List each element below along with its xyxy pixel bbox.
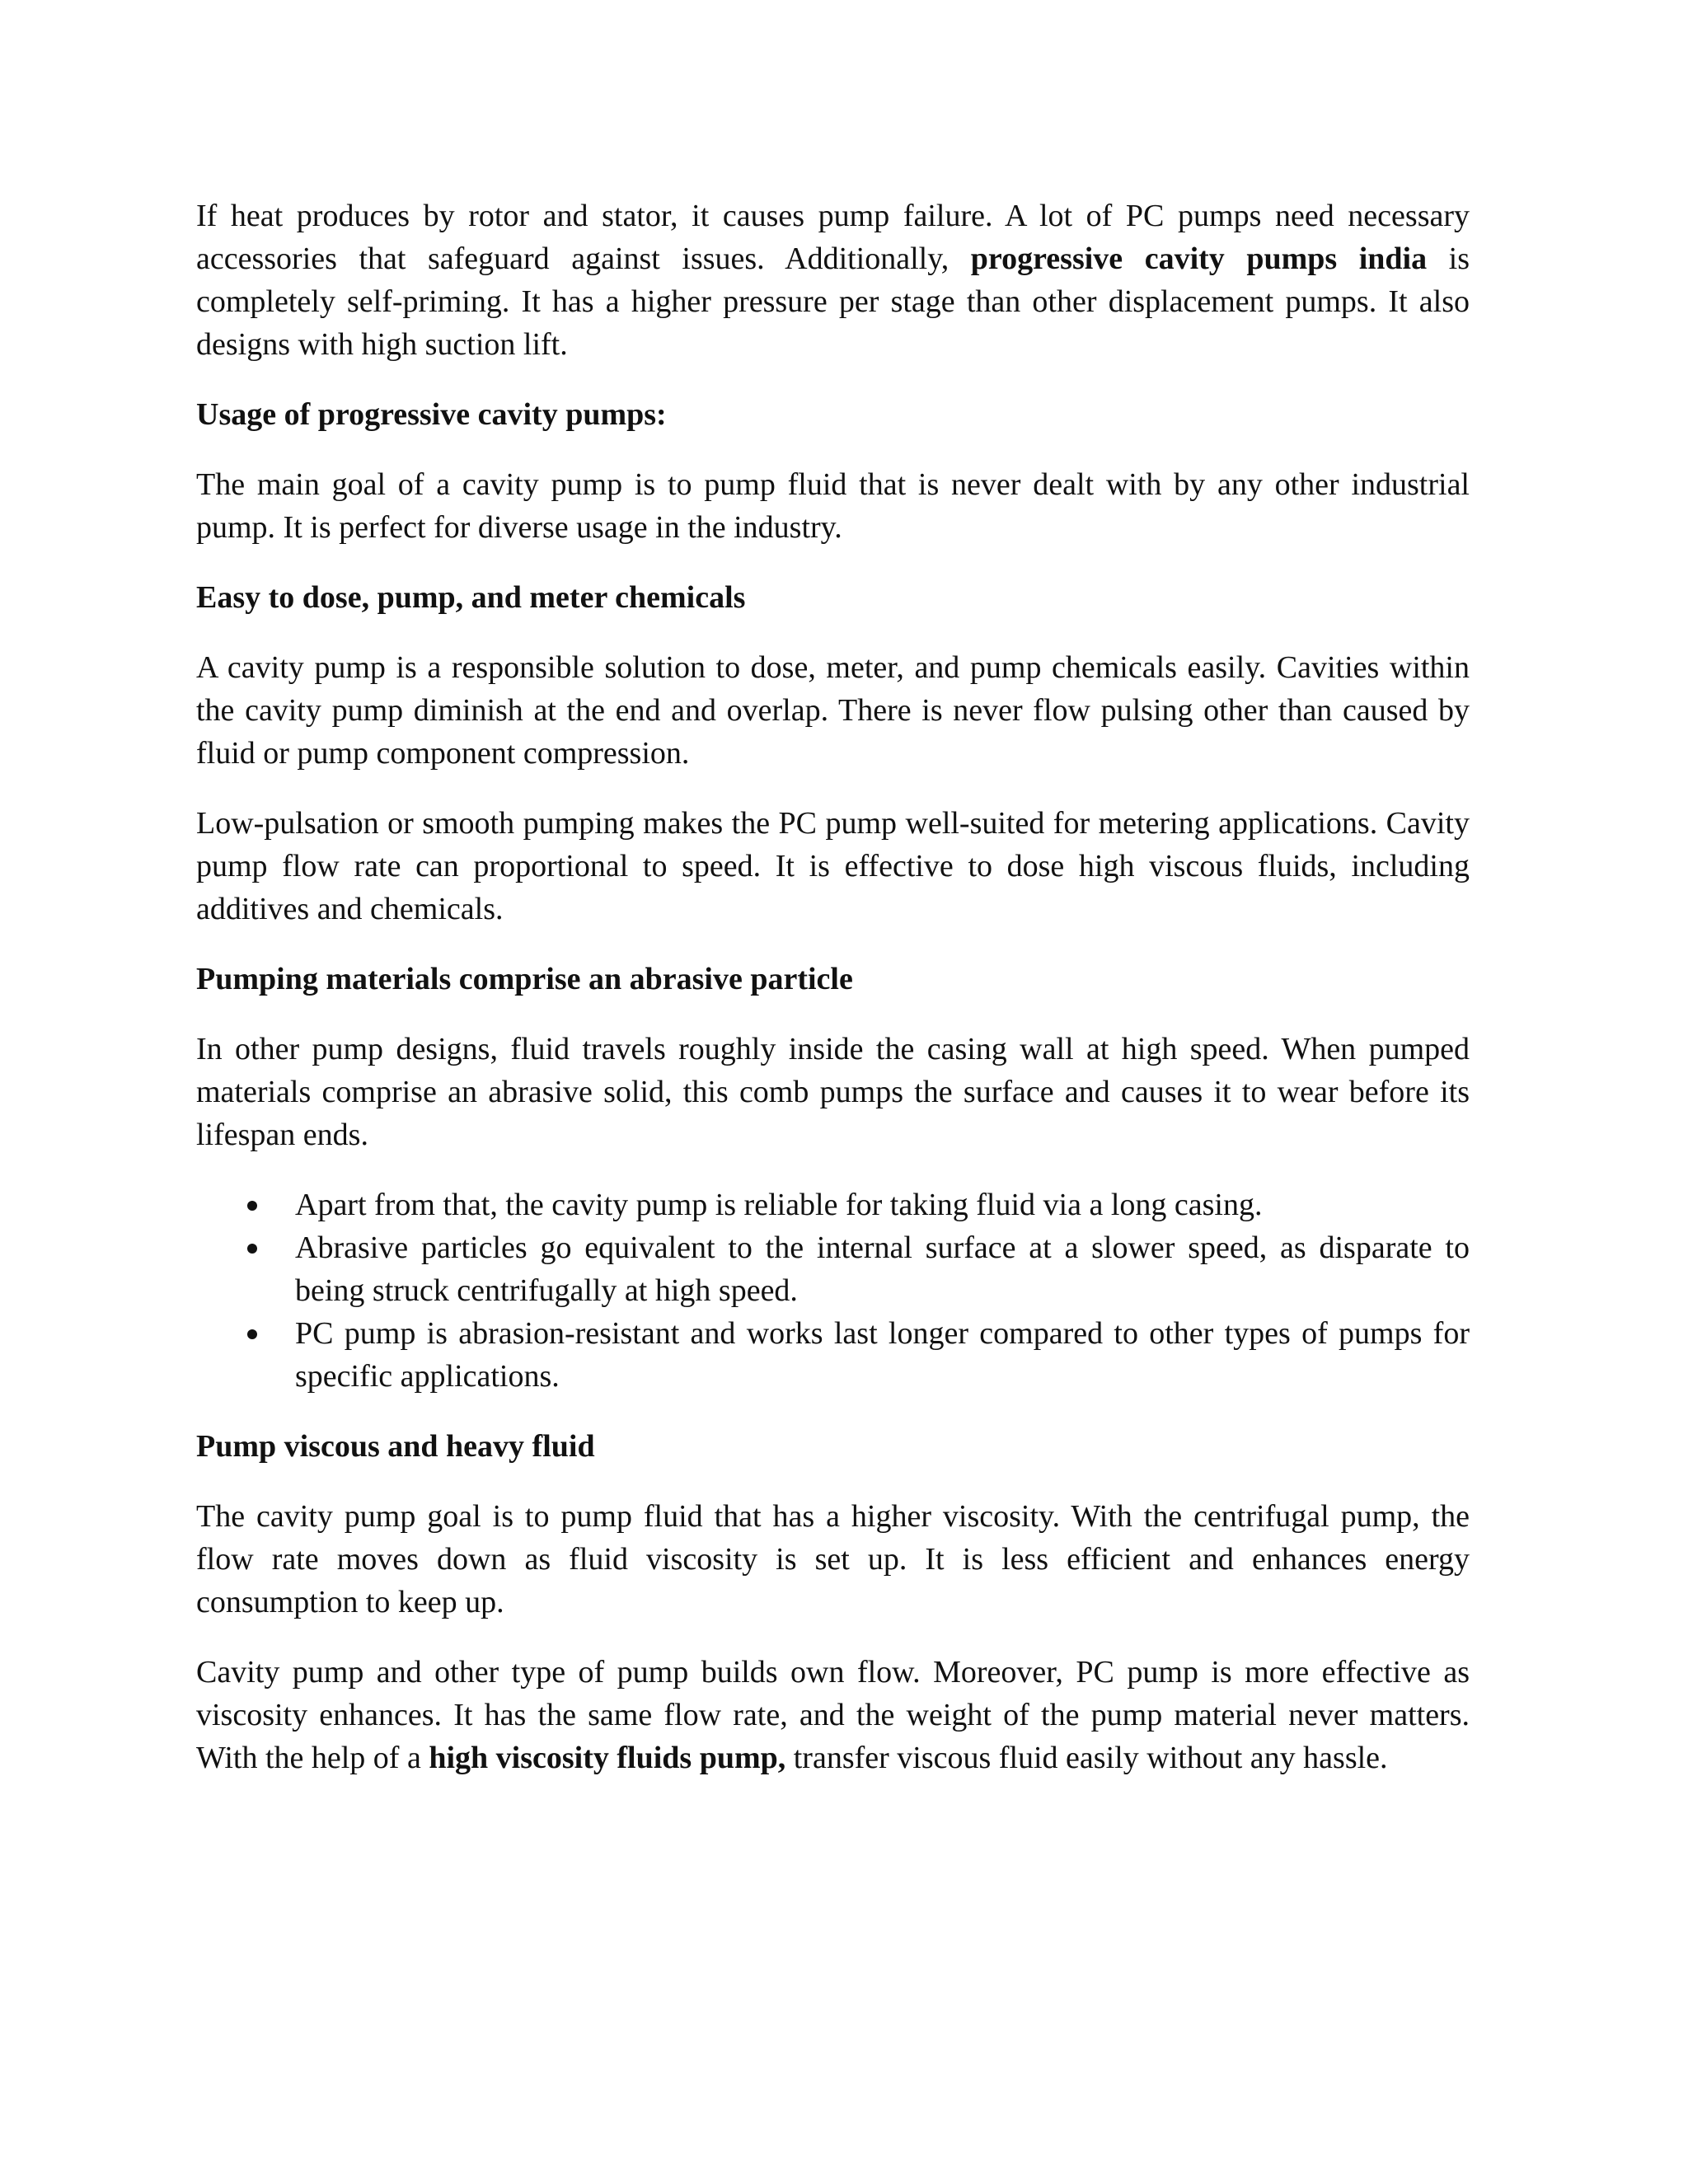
intro-text-b: is completely self-priming. It has a higher pressure per stage than other displacement pumps. It also designs with high suction lift. [196,241,1470,362]
intro-text-a: If heat produces by rotor and stator, it causes pump failure. A lot of PC pumps need necessary accessories that safeguard against issues. Additionally, [196,199,1470,276]
document-page [196,194,1470,1807]
bullet-icon [247,1244,257,1254]
viscous-paragraph-3-text-b: transfer viscous fluid easily without any hassle. [785,1741,1388,1775]
viscous-paragraph-3-text-a: With the help of a [196,1741,429,1775]
list-item-text: Abrasive particles go equivalent to the internal surface at a slower speed, as disparate to being struck centrifugally at high speed. [295,1230,1470,1308]
list-item-text: PC pump is abrasion-resistant and works last longer compared to other types of pumps for specific applications. [295,1316,1470,1394]
usage-heading: Usage of progressive cavity pumps: [196,397,667,432]
viscous-paragraph-2 [196,1651,1470,1779]
viscous-bold-link: high viscosity fluids pump, [429,1741,786,1775]
list-item [196,1312,1470,1398]
dose-paragraph-1: A cavity pump is a responsible solution to dose, meter, and pump chemicals easily. Cavities within the cavity pump diminish at the end and overlap. There is never flow pulsing other than caused by fluid or pump component compression. [196,650,1470,771]
list-item-text: Apart from that, the cavity pump is reliable for taking fluid via a long casing. [295,1188,1263,1222]
viscous-paragraph-2-text: Cavity pump and other type of pump builds own flow. Moreover, PC pump is more effective as viscosity enhances. It has the same flow rate, and the weight of the pump material never matters. [196,1655,1470,1732]
viscous-heading: Pump viscous and heavy fluid [196,1429,595,1464]
dose-heading: Easy to dose, pump, and meter chemicals [196,580,746,615]
intro-paragraph [196,194,1470,366]
usage-paragraph: The main goal of a cavity pump is to pump fluid that is never dealt with by any other industrial pump. It is perfect for diverse usage in the industry. [196,467,1470,545]
abrasive-paragraph: In other pump designs, fluid travels roughly inside the casing wall at high speed. When pumped materials comprise an abrasive solid, this comb pumps the surface and causes it to wear before its lifespan ends. [196,1032,1470,1152]
bullet-icon [247,1201,257,1211]
viscous-paragraph-1: The cavity pump goal is to pump fluid that has a higher viscosity. With the centrifugal pump, the flow rate moves down as fluid viscosity is set up. It is less efficient and enhances energy consumption to keep up. [196,1499,1470,1619]
abrasive-heading: Pumping materials comprise an abrasive particle [196,962,853,996]
bullet-icon [247,1329,257,1339]
abrasive-bullet-list [196,1183,1470,1398]
list-item [196,1183,1470,1226]
list-item [196,1226,1470,1312]
intro-bold-link: progressive cavity pumps india [970,241,1428,276]
dose-paragraph-2: Low-pulsation or smooth pumping makes the PC pump well-suited for metering applications. Cavity pump flow rate can proportional to speed. It is effective to dose high viscous fluids, including additives and chemicals. [196,806,1470,926]
